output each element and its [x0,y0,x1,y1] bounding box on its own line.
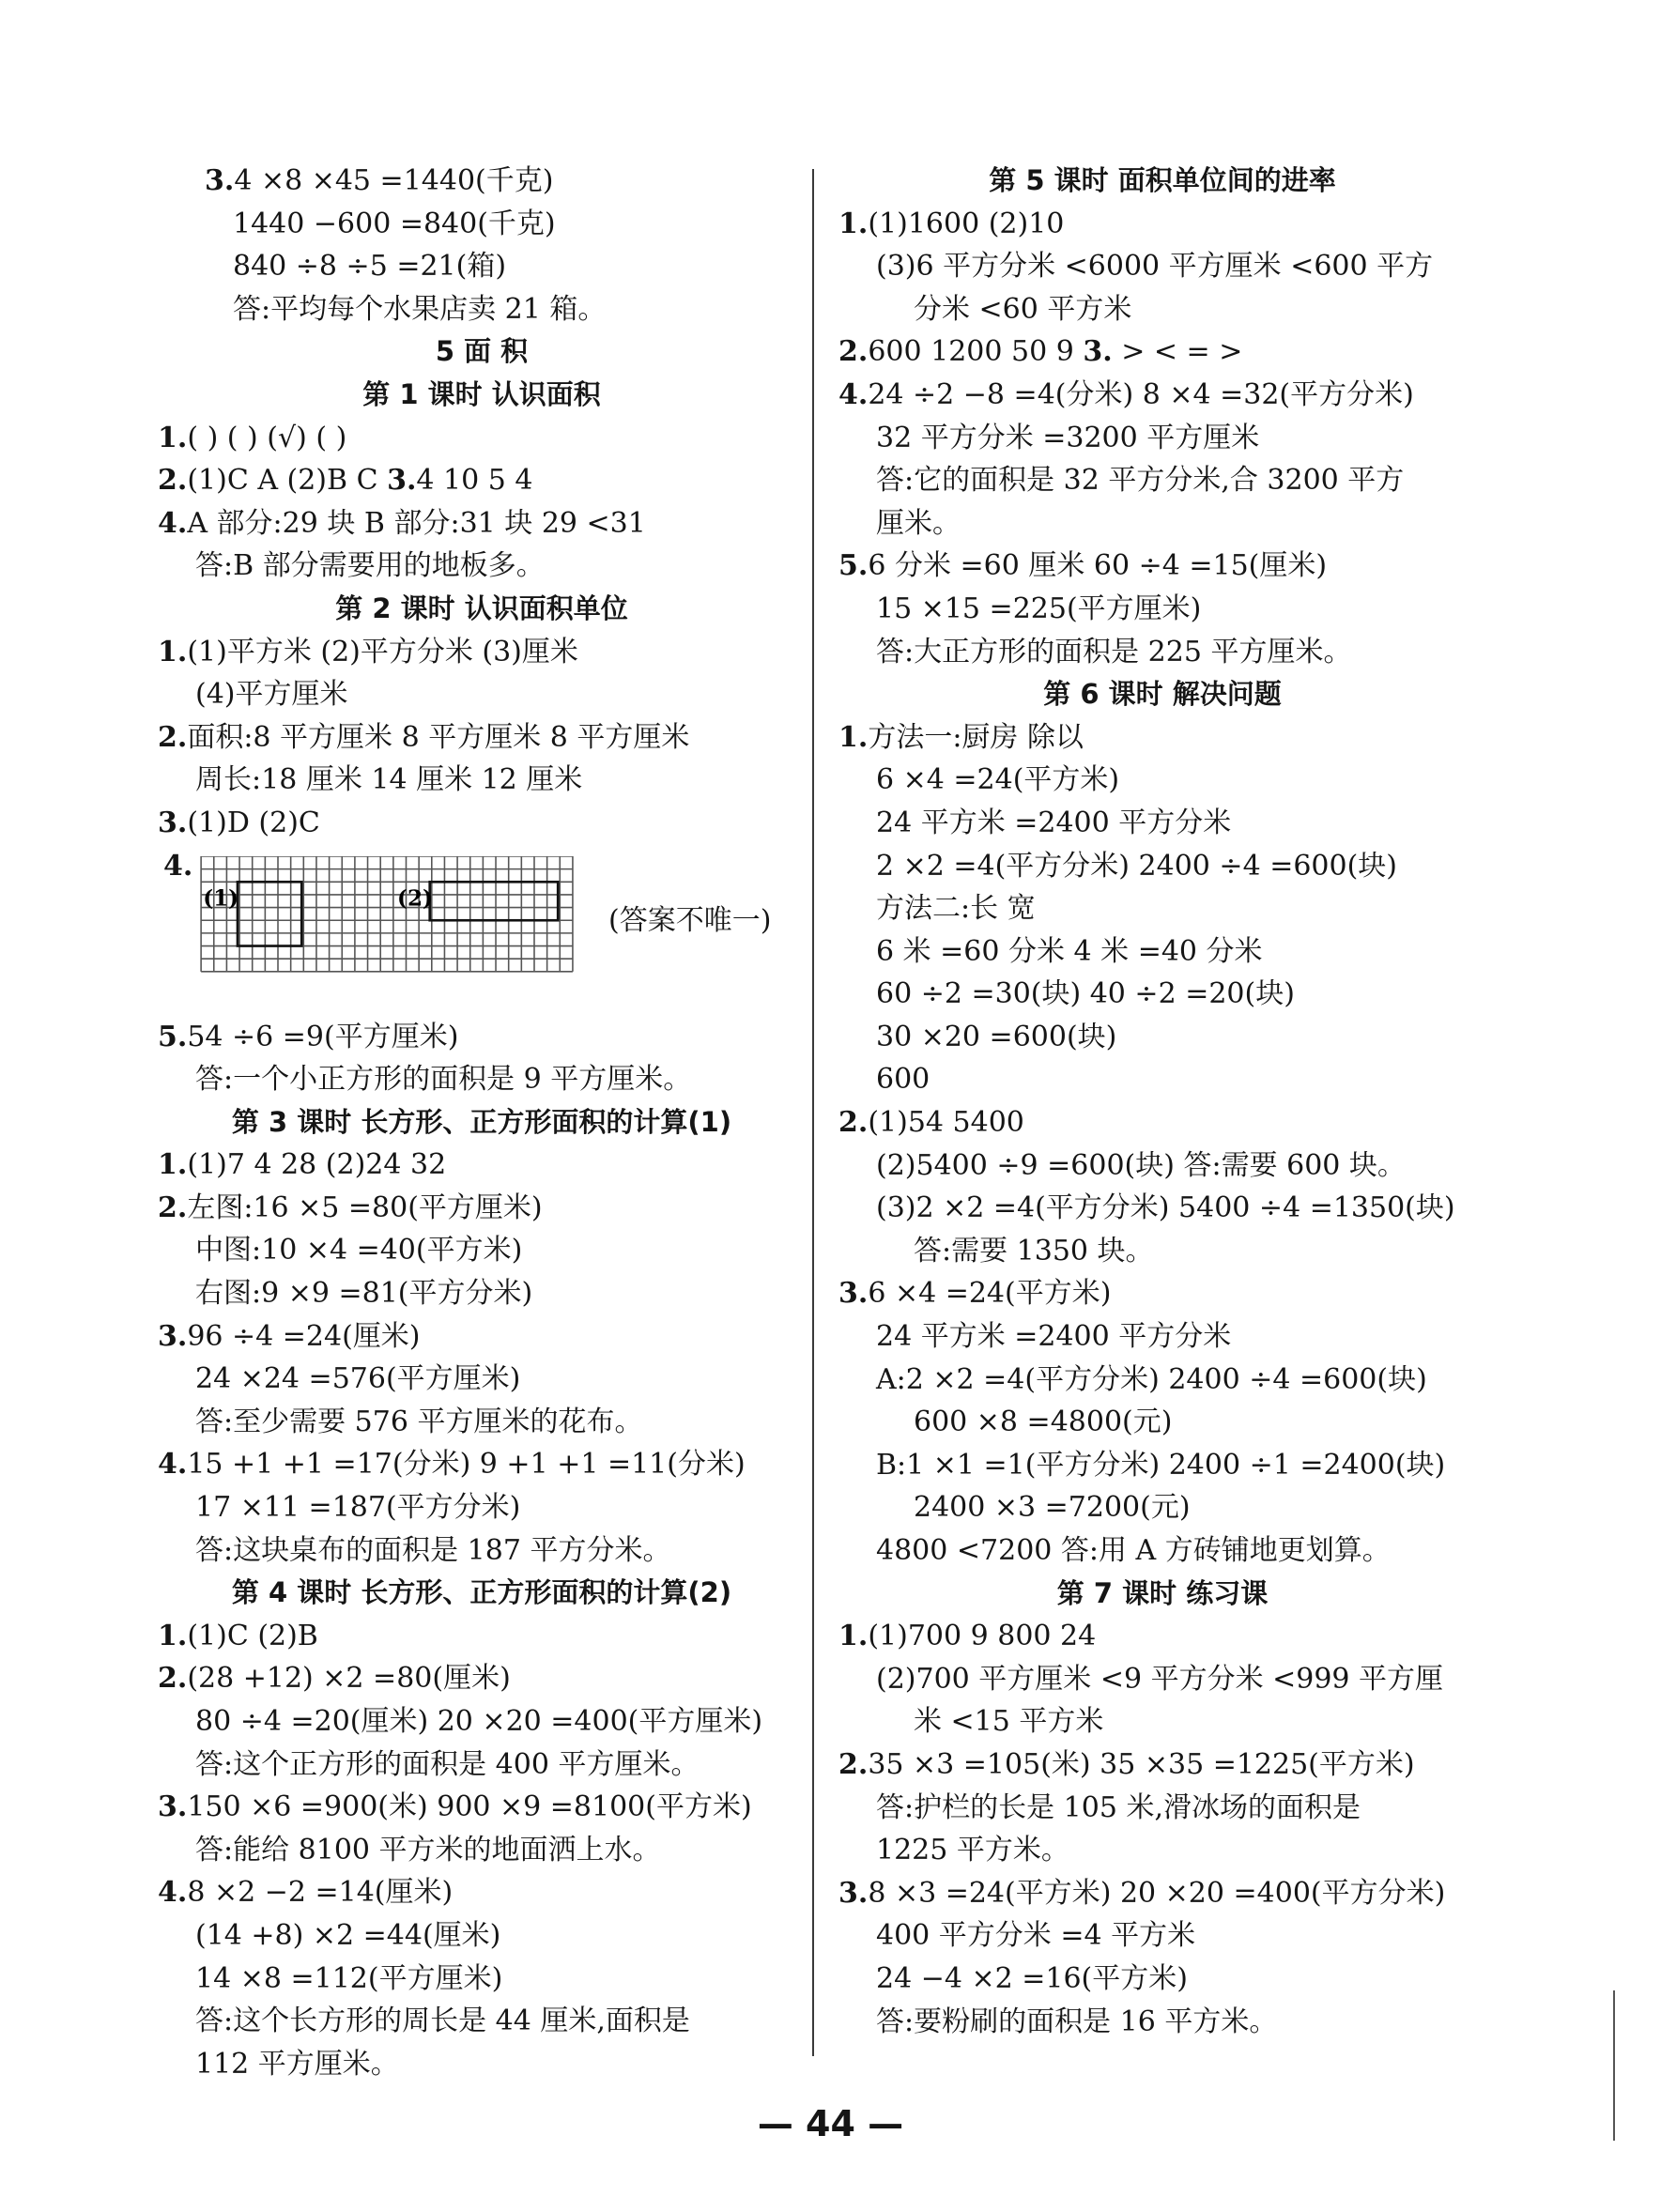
answer-line: 4.24 ÷2 −8 =4(分米) 8 ×4 =32(平方分米) [838,377,1414,411]
answer-line: 24 平方米 =2400 平方分米 [876,806,1232,839]
answer-note: (答案不唯一) [608,903,772,937]
page-number: — 44 — [757,2103,904,2144]
lesson-heading: 第 1 课时 认识面积 [362,377,601,410]
answer-line: 2.(1)54 5400 [838,1106,1024,1140]
answer-line: 1.(1)7 4 28 (2)24 32 [158,1148,447,1182]
answer-line: 3.6 ×4 =24(平方米) [838,1277,1112,1311]
answer-line: 2.左图:16 ×5 =80(平方厘米) [158,1190,543,1224]
answer-line: 14 ×8 =112(平方厘米) [195,1961,503,1995]
left-column [158,160,806,2085]
answer-line: 24 −4 ×2 =16(平方米) [876,1961,1188,1995]
answer-line: 6 ×4 =24(平方米) [876,763,1120,797]
answer-line: B:1 ×1 =1(平方分米) 2400 ÷1 =2400(块) [876,1448,1446,1482]
answer-line: 5.54 ÷6 =9(平方厘米) [158,1020,459,1053]
answer-line: (4)平方厘米 [195,678,348,712]
right-column [838,160,1486,2043]
answer-line: 2.(28 +12) ×2 =80(厘米) [158,1662,511,1696]
answer-line: (2)700 平方厘米 <9 平方分米 <999 平方厘 [876,1662,1444,1696]
answer-line: 分米 <60 平方米 [914,292,1132,326]
lesson-heading: 第 7 课时 练习课 [1056,1576,1269,1609]
answer-line: 答:至少需要 576 平方厘米的花布。 [195,1405,643,1438]
answer-line: 答:B 部分需要用的地板多。 [195,549,545,583]
answer-line: 3.96 ÷4 =24(厘米) [158,1319,421,1353]
answer-line: 3.4 ×8 ×45 =1440(千克) [205,164,554,197]
answer-line: 15 ×15 =225(平方厘米) [876,591,1202,625]
answer-line: 3.8 ×3 =24(平方米) 20 ×20 =400(平方分米) [838,1876,1446,1910]
answer-line: 3.(1)D (2)C [158,806,320,839]
answer-line: 24 ×24 =576(平方厘米) [195,1362,521,1396]
answer-line: 2400 ×3 =7200(元) [914,1491,1191,1525]
answer-line: 2.面积:8 平方厘米 8 平方厘米 8 平方厘米 [158,720,690,754]
answer-line: 方法二:长 宽 [876,892,1036,926]
answer-line: 840 ÷8 ÷5 =21(箱) [233,250,507,284]
answer-line: 2 ×2 =4(平方分米) 2400 ÷4 =600(块) [876,849,1397,883]
lesson-heading: 第 5 课时 面积单位间的进率 [989,164,1336,196]
answer-line: 4.15 +1 +1 =17(分米) 9 +1 +1 =11(分米) [158,1448,746,1482]
answer-line: 米 <15 平方米 [914,1705,1104,1739]
answer-line: 中图:10 ×4 =40(平方米) [195,1234,523,1267]
question-number: 4. [163,849,193,883]
grid-label-1: (1) [203,884,239,911]
answer-line: 答:能给 8100 平方米的地面洒上水。 [195,1833,661,1866]
answer-line: 答:护栏的长是 105 米,滑冰场的面积是 [876,1790,1361,1824]
lesson-heading: 第 2 课时 认识面积单位 [335,591,628,624]
answer-line: 答:这个长方形的周长是 44 厘米,面积是 [195,2005,690,2038]
grid-label-2: (2) [397,884,433,911]
answer-line: 4.A 部分:29 块 B 部分:31 块 29 <31 [158,506,646,540]
answer-line: 2.35 ×3 =105(米) 35 ×35 =1225(平方米) [838,1747,1415,1781]
lesson-heading: 第 6 课时 解决问题 [1043,678,1282,711]
answer-line: 右图:9 ×9 =81(平方分米) [195,1277,533,1311]
rectangle-1 [238,882,301,945]
chapter-title: 5 面 积 [435,335,529,368]
lesson-heading: 第 4 课时 长方形、正方形面积的计算(2) [231,1576,732,1609]
answer-line: 答:这块桌布的面积是 187 平方分米。 [195,1533,671,1567]
answer-line: 答:要粉刷的面积是 16 平方米。 [876,2005,1278,2038]
column-divider [812,169,814,2056]
grid-figure-row [158,845,806,1016]
answer-line: 2.(1)C A (2)B C 3.4 10 5 4 [158,464,533,498]
answer-line: 答:大正方形的面积是 225 平方厘米。 [876,635,1352,668]
answer-line: 周长:18 厘米 14 厘米 12 厘米 [195,763,583,797]
lesson-heading: 第 3 课时 长方形、正方形面积的计算(1) [231,1105,732,1138]
answer-line: A:2 ×2 =4(平方分米) 2400 ÷4 =600(块) [876,1362,1427,1396]
answer-line: 4800 <7200 答:用 A 方砖铺地更划算。 [876,1534,1391,1567]
answer-line: 400 平方分米 =4 平方米 [876,1919,1196,1953]
answer-line: 1.(1)700 9 800 24 [838,1620,1097,1653]
grid-diagram [199,856,575,974]
answer-line: 17 ×11 =187(平方分米) [195,1491,521,1525]
answer-line: 60 ÷2 =30(块) 40 ÷2 =20(块) [876,977,1295,1011]
answer-line: (14 +8) ×2 =44(厘米) [195,1918,501,1952]
answer-line: 1.(1)平方米 (2)平方分米 (3)厘米 [158,635,578,668]
answer-line: 4.8 ×2 −2 =14(厘米) [158,1876,454,1910]
answer-line: 1.(1)C (2)B [158,1619,318,1652]
answer-line: 600 [876,1063,930,1097]
answer-line: 答:平均每个水果店卖 21 箱。 [233,292,607,326]
answer-line: 1.(1)1600 (2)10 [838,207,1065,240]
answer-line: 600 ×8 =4800(元) [914,1406,1173,1439]
answer-line: 24 平方米 =2400 平方分米 [876,1320,1232,1354]
answer-line: (2)5400 ÷9 =600(块) 答:需要 600 块。 [876,1148,1406,1182]
answer-line: 答:需要 1350 块。 [914,1234,1154,1267]
answer-line: 1.( ) ( ) (√) ( ) [158,421,347,454]
answer-line: 1.方法一:厨房 除以 [838,720,1084,754]
answer-line: 答:它的面积是 32 平方分米,合 3200 平方 [876,464,1405,498]
answer-line: 1440 −600 =840(千克) [233,207,556,240]
answer-line: 答:这个正方形的面积是 400 平方厘米。 [195,1747,700,1781]
answer-line: (3)2 ×2 =4(平方分米) 5400 ÷4 =1350(块) [876,1191,1455,1225]
answer-line: 112 平方厘米。 [195,2047,399,2081]
answer-line: 厘米。 [876,506,961,540]
answer-line: 30 ×20 =600(块) [876,1020,1117,1053]
answer-line: 2.600 1200 50 9 3. > < = > [838,335,1243,369]
answer-line: 3.150 ×6 =900(米) 900 ×9 =8100(平方米) [158,1790,752,1824]
answer-line: 答:一个小正方形的面积是 9 平方厘米。 [195,1063,692,1097]
answer-line: 5.6 分米 =60 厘米 60 ÷4 =15(厘米) [838,549,1328,583]
answer-line: (3)6 平方分米 <6000 平方厘米 <600 平方 [876,250,1434,284]
answer-line: 6 米 =60 分米 4 米 =40 分米 [876,934,1263,968]
answer-line: 80 ÷4 =20(厘米) 20 ×20 =400(平方厘米) [195,1705,763,1738]
answer-line: 32 平方分米 =3200 平方厘米 [876,421,1260,454]
answer-line: 1225 平方米。 [876,1834,1069,1867]
rectangle-2 [430,882,558,920]
